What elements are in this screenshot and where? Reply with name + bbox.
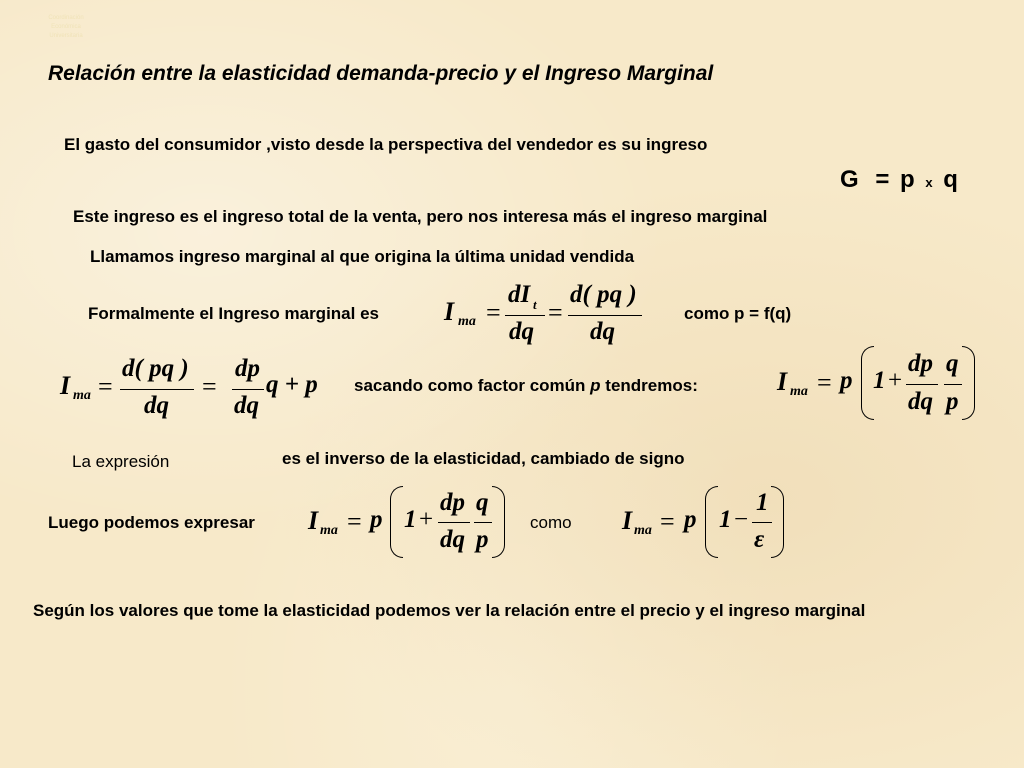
eq5-den-epsilon: ε xyxy=(754,526,765,553)
text-sacando-factor xyxy=(354,376,698,396)
eq4-I: I xyxy=(308,506,319,535)
eq4-right-paren xyxy=(492,486,505,558)
eq1-num-t: t xyxy=(533,297,537,312)
eq5-sub-ma: ma xyxy=(634,523,652,538)
eq3-fraction-bar-1 xyxy=(906,384,938,385)
gasto-equals: = xyxy=(875,166,890,193)
eq2-equals-2: = xyxy=(202,372,217,401)
eq4-num-q: q xyxy=(476,489,489,516)
eq5-one: 1 xyxy=(719,506,732,533)
eq1-num-dpq: d( pq ) xyxy=(570,281,637,308)
eq3-right-paren xyxy=(962,346,975,420)
eq4-num-dp: dp xyxy=(440,489,465,516)
eq3-p: p xyxy=(840,367,853,394)
eq1-I: I xyxy=(444,297,455,326)
eq3-sub-ma: ma xyxy=(790,384,808,399)
eq5-left-paren xyxy=(705,486,718,558)
text-la-expresion: La expresión xyxy=(72,452,170,471)
eq5-I: I xyxy=(622,506,633,535)
eq1-num-dI: dI xyxy=(508,281,531,308)
eq3-den-dq: dq xyxy=(908,388,933,415)
eq5-p: p xyxy=(684,506,697,533)
eq4-p: p xyxy=(370,506,383,533)
text-sacando-factor-p: p xyxy=(590,376,601,395)
eq4-fraction-bar-2 xyxy=(474,522,492,523)
eq1-equals-2: = xyxy=(548,298,563,327)
eq3-num-dp: dp xyxy=(908,350,933,377)
eq3-num-q: q xyxy=(946,350,959,377)
text-ingreso-total: Este ingreso es el ingreso total de la venta, pero nos interesa más el ingreso marginal xyxy=(73,207,768,226)
eq2-fraction-bar-1 xyxy=(120,389,194,390)
eq3-equals: = xyxy=(817,368,832,397)
text-como: como xyxy=(530,513,572,532)
eq2-sub-ma: ma xyxy=(73,388,91,403)
text-ingreso-marginal-def: Llamamos ingreso marginal al que origina la última unidad vendida xyxy=(90,247,635,266)
text-segun-valores: Según los valores que tome la elasticidad podemos ver la relación entre el precio y el ingreso marginal xyxy=(33,601,866,620)
gasto-times: x xyxy=(925,175,933,190)
eq4-sub-ma: ma xyxy=(320,523,338,538)
eq4-equals: = xyxy=(347,507,362,536)
eq1-den-dq-2: dq xyxy=(590,318,615,345)
gasto-p: p xyxy=(900,166,915,193)
corner-label: Coordinación Económica Universitaria xyxy=(48,15,84,39)
eq2-num-dp: dp xyxy=(235,355,260,382)
eq4-left-paren xyxy=(390,486,403,558)
eq2-den-dq-1: dq xyxy=(144,392,169,419)
eq1-fraction-bar-2 xyxy=(568,315,642,316)
eq2-den-dq-2: dq xyxy=(234,392,259,419)
eq5-num-one: 1 xyxy=(756,489,769,516)
eq3-I: I xyxy=(777,367,788,396)
eq5-fraction-bar xyxy=(752,522,772,523)
text-luego-podemos: Luego podemos expresar xyxy=(48,513,255,532)
eq4-one: 1 xyxy=(404,506,417,533)
eq3-plus: + xyxy=(888,367,903,394)
eq5-minus: − xyxy=(734,506,749,533)
slide-title: Relación entre la elasticidad demanda-precio y el Ingreso Marginal xyxy=(48,62,714,85)
text-formalmente: Formalmente el Ingreso marginal es xyxy=(88,304,379,323)
text-gasto-consumidor: El gasto del consumidor ,visto desde la perspectiva del vendedor es su ingreso xyxy=(64,135,708,154)
gasto-q: q xyxy=(943,166,958,193)
text-sacando-factor-b: tendremos: xyxy=(605,376,698,395)
eq1-equals-1: = xyxy=(486,298,501,327)
eq3-den-p: p xyxy=(946,388,959,415)
eq4-fraction-bar-1 xyxy=(438,522,470,523)
eq4-den-dq: dq xyxy=(440,526,465,553)
equation-gasto xyxy=(840,166,958,194)
eq2-num-dpq: d( pq ) xyxy=(122,355,189,382)
eq3-fraction-bar-2 xyxy=(944,384,962,385)
text-sacando-factor-a: sacando como factor común xyxy=(354,376,586,395)
eq5-right-paren xyxy=(771,486,784,558)
eq2-q-plus-p: q + p xyxy=(266,371,318,398)
eq5-equals: = xyxy=(660,507,675,536)
eq1-sub-ma: ma xyxy=(458,314,476,329)
eq4-den-p: p xyxy=(476,526,489,553)
text-inverso-elasticidad: es el inverso de la elasticidad, cambiado de signo xyxy=(282,449,685,468)
eq1-fraction-bar-1 xyxy=(505,315,545,316)
eq2-fraction-bar-2 xyxy=(232,389,264,390)
eq2-equals-1: = xyxy=(98,372,113,401)
text-como-p-fq: como p = f(q) xyxy=(684,304,792,323)
eq4-plus: + xyxy=(419,506,434,533)
eq2-I: I xyxy=(60,371,71,400)
eq1-den-dq-1: dq xyxy=(509,318,534,345)
eq3-one: 1 xyxy=(873,367,886,394)
gasto-symbol: G xyxy=(840,166,859,193)
